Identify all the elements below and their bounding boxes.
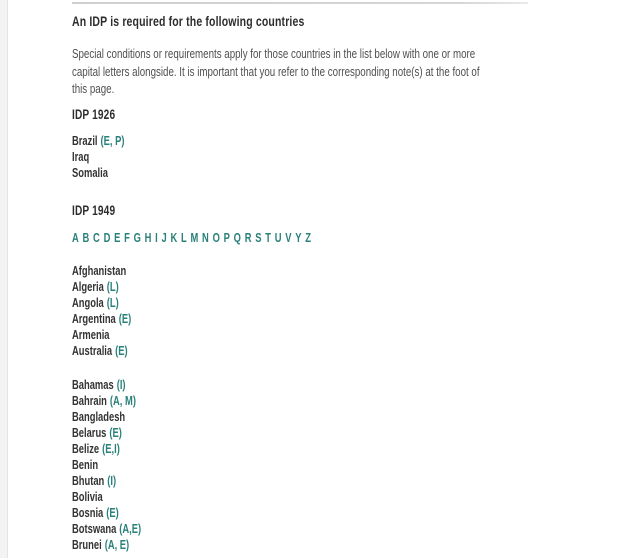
idp-1926-heading: IDP 1926: [72, 106, 116, 122]
alphabet-link-u[interactable]: U: [274, 230, 282, 245]
idp-1949-country-list-a: [72, 263, 528, 359]
country-name: Brunei: [72, 537, 102, 552]
alphabet-link-c[interactable]: C: [93, 230, 100, 245]
country-row: [72, 279, 528, 295]
country-notes-link[interactable]: (E): [118, 311, 132, 326]
country-row: [72, 263, 528, 279]
country-name: Armenia: [72, 327, 110, 342]
alphabet-link-t[interactable]: T: [265, 230, 271, 245]
alphabet-link-i[interactable]: I: [155, 230, 158, 245]
country-notes-link[interactable]: (E): [115, 343, 128, 358]
alphabet-link-n[interactable]: N: [202, 230, 209, 245]
country-row: [72, 537, 528, 553]
country-name: Botswana: [72, 521, 117, 536]
country-row: [72, 311, 528, 327]
idp-1949-heading: IDP 1949: [72, 202, 116, 218]
country-notes-link[interactable]: (I): [116, 377, 126, 392]
country-name: Bangladesh: [72, 409, 126, 424]
idp-1949-country-list-b: [72, 377, 528, 553]
article-content: [72, 0, 528, 553]
alphabet-link-j[interactable]: J: [161, 230, 167, 245]
country-row: [72, 425, 528, 441]
country-notes-link[interactable]: (L): [106, 279, 119, 294]
intro-line: Special conditions or requirements apply for those countries in the list below with one or more: [72, 46, 476, 61]
alphabet-link-s[interactable]: S: [255, 230, 262, 245]
country-notes-link[interactable]: (E): [106, 505, 119, 520]
country-name: Bahamas: [72, 377, 114, 392]
country-row: [72, 343, 528, 359]
alphabet-link-g[interactable]: G: [133, 230, 141, 245]
country-name: Brazil: [72, 133, 98, 148]
alphabet-link-e[interactable]: E: [114, 230, 121, 245]
alphabet-link-h[interactable]: H: [144, 230, 152, 245]
alphabet-link-b[interactable]: B: [82, 230, 90, 245]
alphabet-link-o[interactable]: O: [212, 230, 220, 245]
country-row: [72, 133, 528, 149]
country-notes-link[interactable]: (I): [107, 473, 117, 488]
country-name: Algeria: [72, 279, 104, 294]
alphabet-link-v[interactable]: V: [285, 230, 292, 245]
alphabet-link-f[interactable]: F: [124, 230, 130, 245]
country-name: Bahrain: [72, 393, 107, 408]
country-row: [72, 295, 528, 311]
country-name: Benin: [72, 457, 99, 472]
section-divider: [72, 2, 528, 4]
country-name: Bolivia: [72, 489, 103, 504]
country-row: [72, 393, 528, 409]
intro-paragraph: [72, 45, 528, 98]
alphabet-link-a[interactable]: A: [72, 230, 79, 245]
alphabet-link-p[interactable]: P: [223, 230, 230, 245]
country-notes-link[interactable]: (A, E): [104, 537, 130, 552]
country-name: Angola: [72, 295, 104, 310]
alphabet-link-q[interactable]: Q: [233, 230, 241, 245]
country-row: [72, 327, 528, 343]
page-title: An IDP is required for the following countries: [72, 13, 305, 29]
country-notes-link[interactable]: (E,I): [102, 441, 120, 456]
country-notes-link[interactable]: (E, P): [100, 133, 125, 148]
alphabet-link-m[interactable]: M: [190, 230, 199, 245]
alphabet-index: [72, 230, 528, 246]
alphabet-link-y[interactable]: Y: [295, 230, 302, 245]
alphabet-link-d[interactable]: D: [103, 230, 111, 245]
country-row: [72, 149, 528, 165]
country-row: [72, 505, 528, 521]
country-row: [72, 489, 528, 505]
country-row: [72, 165, 528, 181]
country-notes-link[interactable]: (L): [106, 295, 119, 310]
country-row: [72, 521, 528, 537]
alphabet-link-k[interactable]: K: [170, 230, 178, 245]
country-name: Iraq: [72, 149, 90, 164]
country-row: [72, 377, 528, 393]
country-row: [72, 457, 528, 473]
country-name: Somalia: [72, 165, 108, 180]
intro-line: this page.: [72, 81, 115, 96]
country-row: [72, 441, 528, 457]
country-name: Argentina: [72, 311, 116, 326]
country-row: [72, 473, 528, 489]
country-name: Bhutan: [72, 473, 105, 488]
idp-1926-country-list: [72, 133, 528, 181]
country-name: Australia: [72, 343, 113, 358]
intro-line: capital letters alongside. It is important that you refer to the corresponding note(s) at the foot of: [72, 63, 480, 79]
alphabet-link-z[interactable]: Z: [305, 230, 311, 245]
country-name: Belize: [72, 441, 100, 456]
country-row: [72, 409, 528, 425]
country-notes-link[interactable]: (E): [109, 425, 122, 440]
alphabet-link-r[interactable]: R: [244, 230, 252, 245]
country-name: Bosnia: [72, 505, 104, 520]
country-notes-link[interactable]: (A, M): [109, 393, 136, 408]
page-left-gutter: [0, 0, 8, 558]
alphabet-link-l[interactable]: L: [181, 230, 187, 245]
country-notes-link[interactable]: (A,E): [119, 521, 142, 536]
country-name: Belarus: [72, 425, 107, 440]
country-name: Afghanistan: [72, 263, 127, 278]
